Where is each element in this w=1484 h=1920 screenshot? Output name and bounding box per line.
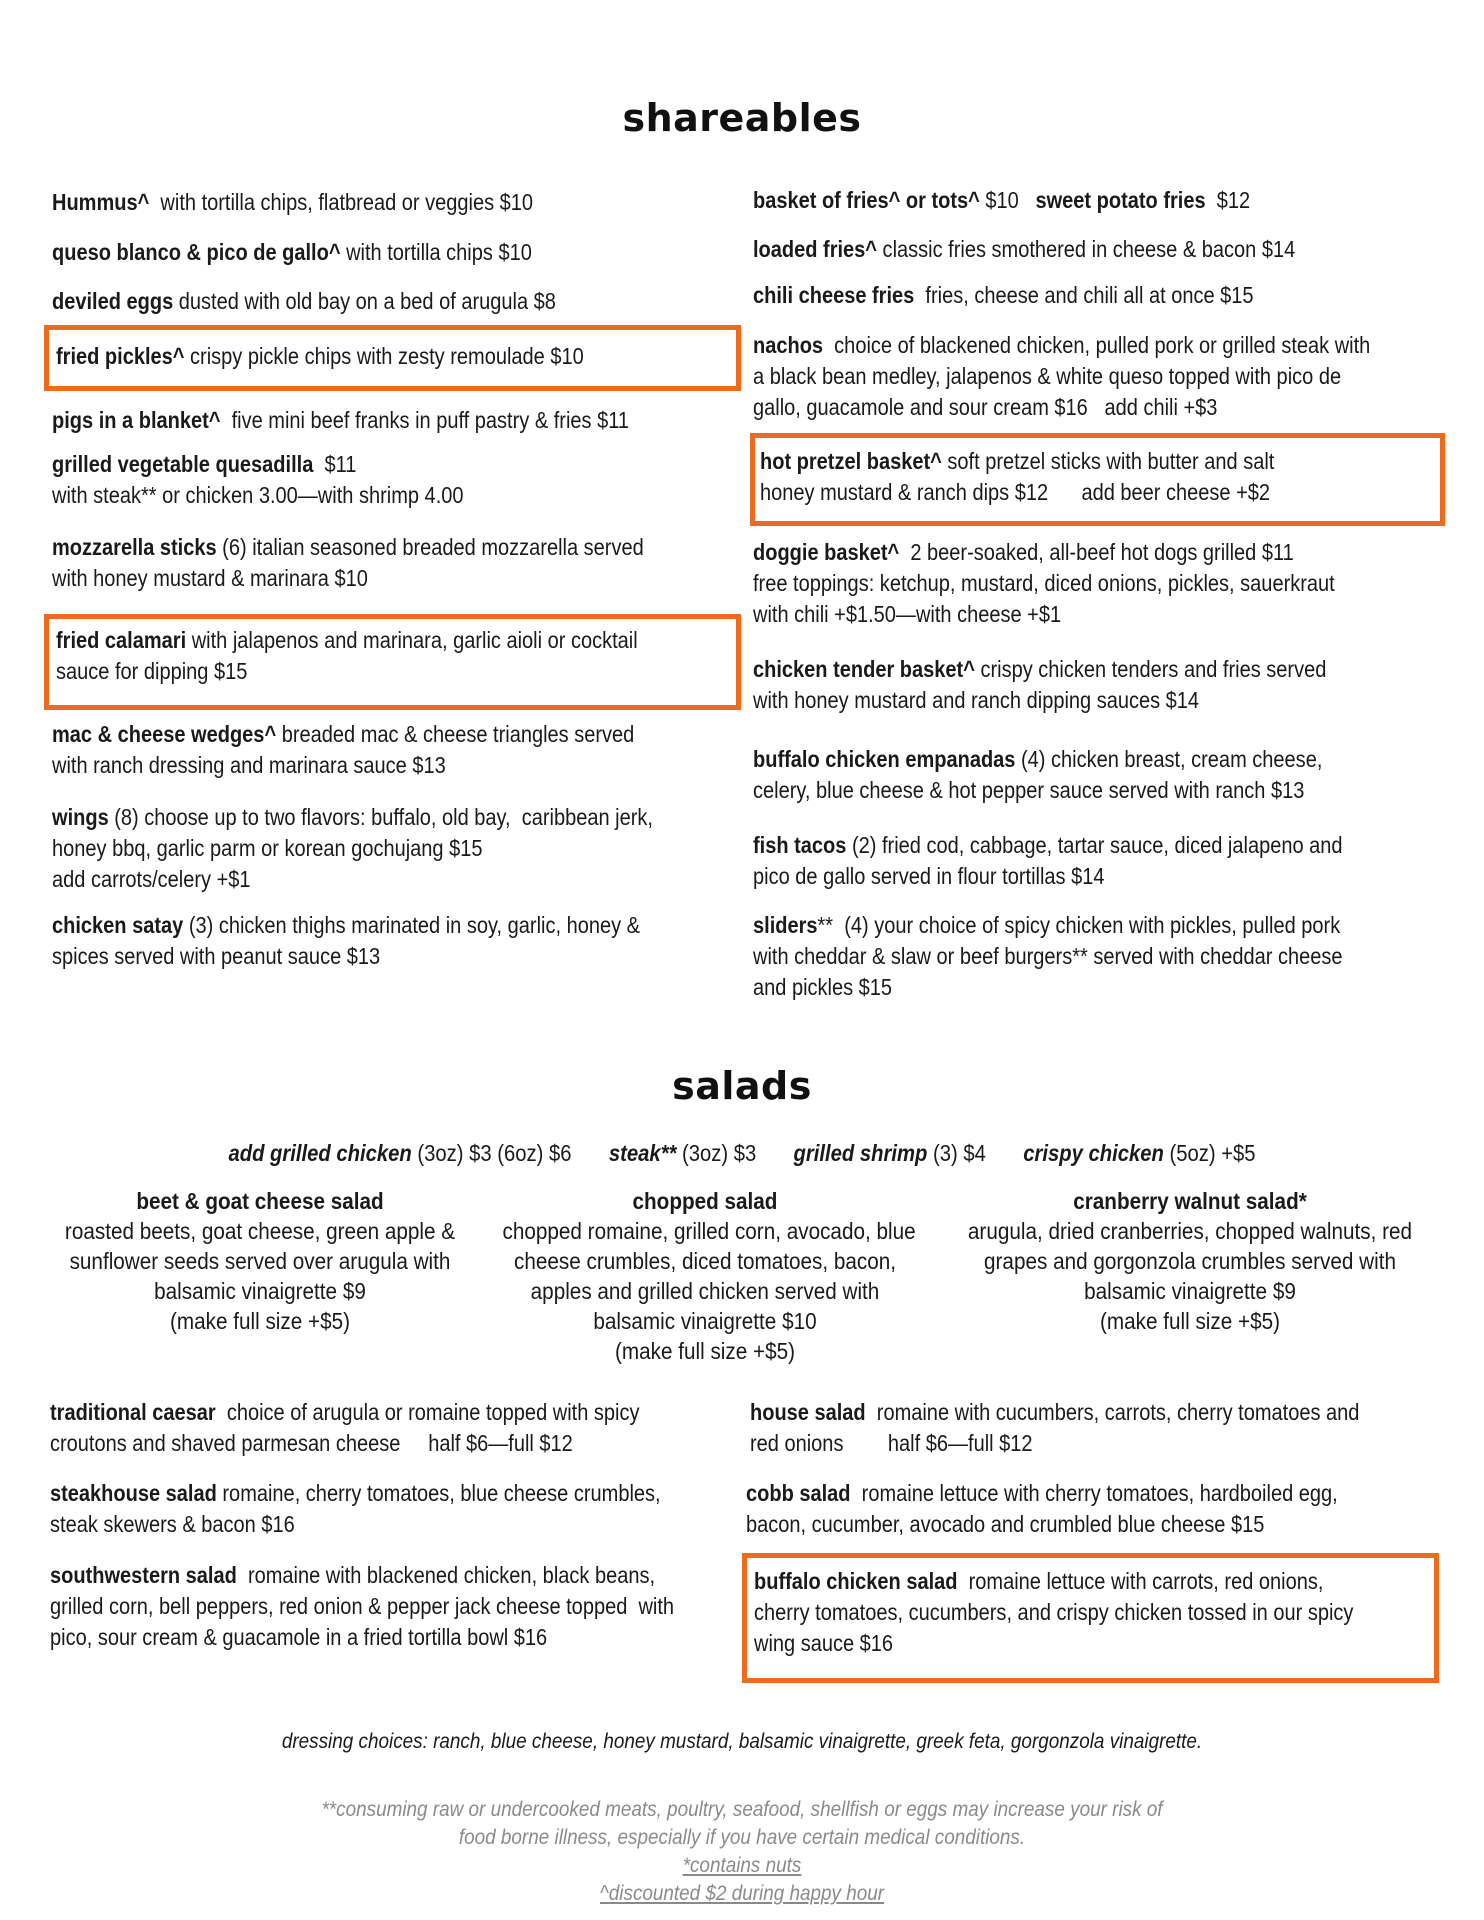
addon-desc: (3oz) $3 — [676, 1140, 757, 1166]
addon-steak — [609, 1140, 756, 1166]
item-name: deviled eggs — [52, 288, 174, 314]
item-desc-line2: grilled corn, bell peppers, red onion & pepper jack cheese topped with — [50, 1593, 675, 1619]
menu-item-traditional-caesar — [50, 1397, 639, 1459]
item-name: chili cheese fries — [753, 282, 915, 308]
menu-item-doggie-basket — [753, 537, 1335, 630]
addon-grilled-chicken — [228, 1140, 571, 1166]
item-name: chicken satay — [52, 912, 184, 938]
item-desc-line2: celery, blue cheese & hot pepper sauce served with ranch $13 — [753, 777, 1305, 803]
item-name: pigs in a blanket^ — [52, 407, 221, 433]
item-desc-line2: with honey mustard & marinara $10 — [52, 565, 368, 591]
menu-item-house-salad — [750, 1397, 1359, 1459]
menu-item-fish-tacos — [753, 830, 1343, 892]
item-name: steakhouse salad — [50, 1480, 217, 1506]
item-desc-line2: with ranch dressing and marinara sauce $13 — [52, 752, 446, 778]
item-desc: $10 — [979, 187, 1036, 213]
item-desc: soft pretzel sticks with butter and salt — [941, 448, 1275, 474]
item-desc: breaded mac & cheese triangles served — [276, 721, 635, 747]
item-desc: with tortilla chips, flatbread or veggies $10 — [149, 189, 534, 215]
addon-name: grilled shrimp — [793, 1140, 928, 1166]
item-desc-line2: with honey mustard and ranch dipping sauces $14 — [753, 687, 1200, 713]
item-desc-line2: honey bbq, garlic parm or korean gochujang $15 — [52, 835, 483, 861]
item-desc: dusted with old bay on a bed of arugula $8 — [173, 288, 556, 314]
item-name-2: sweet potato fries — [1035, 187, 1206, 213]
item-desc: crispy pickle chips with zesty remoulade $10 — [184, 343, 584, 369]
item-desc: romaine lettuce with cherry tomatoes, hardboiled egg, — [850, 1480, 1338, 1506]
footer-notes — [74, 1796, 1410, 1908]
item-desc-line2: steak skewers & bacon $16 — [50, 1511, 295, 1537]
item-desc: with tortilla chips $10 — [340, 239, 532, 265]
item-desc: (8) choose up to two flavors: buffalo, old bay, caribbean jerk, — [108, 804, 653, 830]
item-desc: $11 — [313, 451, 357, 477]
item-desc-line2: with steak** or chicken 3.00—with shrimp 4.00 — [52, 482, 464, 508]
menu-item-mozzarella-sticks — [52, 532, 644, 594]
item-name: mac & cheese wedges^ — [52, 721, 277, 747]
item-desc: (6) italian seasoned breaded mozzarella served — [216, 534, 644, 560]
item-desc: (3) chicken thighs marinated in soy, garlic, honey & — [183, 912, 641, 938]
item-desc: crispy chicken tenders and fries served — [974, 656, 1327, 682]
item-desc-line3: pico, sour cream & guacamole in a fried tortilla bowl $16 — [50, 1624, 548, 1650]
item-name: southwestern salad — [50, 1562, 237, 1588]
item-desc-line3: and pickles $15 — [753, 974, 893, 1000]
item-name: fish tacos — [753, 832, 847, 858]
salad-line: roasted beets, goat cheese, green apple & — [64, 1218, 456, 1244]
salad-line: apples and grilled chicken served with — [530, 1278, 880, 1304]
item-desc: fries, cheese and chili all at once $15 — [914, 282, 1254, 308]
salad-name: beet & goat cheese salad — [136, 1188, 384, 1214]
menu-item-pigs-in-blanket — [52, 405, 629, 436]
menu-item-loaded-fries — [753, 234, 1295, 265]
item-desc-line3: gallo, guacamole and sour cream $16 add chili +$3 — [753, 394, 1218, 420]
item-desc-line2: red onions half $6—full $12 — [750, 1430, 1033, 1456]
item-desc-line2: honey mustard & ranch dips $12 add beer cheese +$2 — [760, 479, 1271, 505]
menu-item-chicken-tender — [753, 654, 1326, 716]
menu-item-steakhouse-salad — [50, 1478, 661, 1540]
menu-item-hummus — [52, 187, 533, 218]
menu-item-mac-cheese-wedges — [52, 719, 634, 781]
item-desc: with jalapenos and marinara, garlic aioli or cocktail — [186, 627, 638, 653]
item-name: queso blanco & pico de gallo^ — [52, 239, 341, 265]
salad-line: (make full size +$5) — [614, 1338, 796, 1364]
salad-line: cheese crumbles, diced tomatoes, bacon, — [513, 1248, 897, 1274]
item-desc: choice of blackened chicken, pulled pork or grilled steak with — [823, 332, 1371, 358]
item-name: basket of fries^ or tots^ — [753, 187, 980, 213]
item-name: traditional caesar — [50, 1399, 216, 1425]
item-name: buffalo chicken empanadas — [753, 746, 1016, 772]
item-desc: ** (4) your choice of spicy chicken with pickles, pulled pork — [817, 912, 1341, 938]
menu-item-cobb-salad — [746, 1478, 1338, 1540]
menu-item-deviled-eggs — [52, 286, 556, 317]
featured-salad-chopped — [502, 1186, 916, 1366]
menu-item-fried-pickles — [56, 341, 584, 372]
item-name: house salad — [750, 1399, 866, 1425]
item-desc: five mini beef franks in puff pastry & fries $11 — [220, 407, 630, 433]
item-name: nachos — [753, 332, 824, 358]
item-desc-line2: with cheddar & slaw or beef burgers** served with cheddar cheese — [753, 943, 1343, 969]
salad-line: chopped romaine, grilled corn, avocado, blue — [502, 1218, 916, 1244]
item-name: Hummus^ — [52, 189, 150, 215]
item-name: fried calamari — [56, 627, 187, 653]
item-desc: (4) chicken breast, cream cheese, — [1015, 746, 1323, 772]
salad-line: (make full size +$5) — [1099, 1308, 1281, 1334]
raw-food-warning-line1: **consuming raw or undercooked meats, poultry, seafood, shellfish or eggs may increase your risk of — [321, 1798, 1163, 1821]
menu-item-sliders — [753, 910, 1343, 1003]
menu-item-southwestern-salad — [50, 1560, 674, 1653]
item-name: wings — [52, 804, 109, 830]
salad-line: (make full size +$5) — [169, 1308, 351, 1334]
item-name: loaded fries^ — [753, 236, 878, 262]
addon-desc: (5oz) +$5 — [1163, 1140, 1256, 1166]
item-desc: classic fries smothered in cheese & bacon $14 — [877, 236, 1296, 262]
addon-grilled-shrimp — [794, 1140, 986, 1166]
dressing-choices: dressing choices: ranch, blue cheese, honey mustard, balsamic vinaigrette, greek feta, gorgonzola vinaigrette. — [281, 1730, 1203, 1753]
menu-item-hot-pretzel — [760, 446, 1274, 508]
item-desc: romaine with cucumbers, carrots, cherry tomatoes and — [865, 1399, 1360, 1425]
featured-salad-cranberry-walnut — [965, 1186, 1415, 1336]
addon-desc: (3) $4 — [927, 1140, 986, 1166]
menu-item-wings — [52, 802, 653, 895]
addon-name: steak** — [608, 1140, 677, 1166]
addon-name: add grilled chicken — [228, 1140, 412, 1166]
salad-line: grapes and gorgonzola crumbles served with — [984, 1248, 1396, 1274]
item-name: cobb salad — [746, 1480, 851, 1506]
happy-hour-note: ^discounted $2 during happy hour — [599, 1882, 885, 1905]
menu-item-buffalo-chicken-salad — [754, 1566, 1353, 1659]
item-desc-line3: wing sauce $16 — [754, 1630, 894, 1656]
item-desc-line2: bacon, cucumber, avocado and crumbled blue cheese $15 — [746, 1511, 1265, 1537]
menu-item-chili-cheese-fries — [753, 280, 1254, 311]
item-desc-line2: croutons and shaved parmesan cheese half $6—full $12 — [50, 1430, 573, 1456]
salad-line: balsamic vinaigrette $9 — [154, 1278, 366, 1304]
item-name: sliders — [753, 912, 818, 938]
menu-item-chicken-satay — [52, 910, 640, 972]
item-desc-line2: a black bean medley, jalapenos & white queso topped with pico de — [753, 363, 1342, 389]
item-desc: romaine lettuce with carrots, red onions, — [957, 1568, 1324, 1594]
addon-desc: (3oz) $3 (6oz) $6 — [411, 1140, 572, 1166]
item-name: grilled vegetable quesadilla — [52, 451, 314, 477]
addon-name: crispy chicken — [1023, 1140, 1164, 1166]
salad-name: chopped salad — [632, 1188, 778, 1214]
menu-item-queso — [52, 237, 532, 268]
item-name: buffalo chicken salad — [754, 1568, 958, 1594]
contains-nuts-note: *contains nuts — [682, 1854, 802, 1877]
item-desc-2: $12 — [1205, 187, 1251, 213]
shareables-heading: shareables — [622, 96, 862, 140]
item-desc: romaine with blackened chicken, black beans, — [236, 1562, 656, 1588]
item-name: fried pickles^ — [56, 343, 185, 369]
item-name: mozzarella sticks — [52, 534, 217, 560]
salad-addons — [89, 1138, 1395, 1168]
menu-item-fries-tots — [753, 185, 1250, 216]
menu-item-veg-quesadilla — [52, 449, 464, 511]
menu-item-nachos — [753, 330, 1370, 423]
item-desc: 2 beer-soaked, all-beef hot dogs grilled $11 — [899, 539, 1294, 565]
salad-line: arugula, dried cranberries, chopped walnuts, red — [967, 1218, 1413, 1244]
item-desc-line3: add carrots/celery +$1 — [52, 866, 251, 892]
menu-item-buffalo-empanadas — [753, 744, 1322, 806]
item-desc-line2: spices served with peanut sauce $13 — [52, 943, 381, 969]
item-name: doggie basket^ — [753, 539, 900, 565]
item-name: hot pretzel basket^ — [760, 448, 942, 474]
item-desc-line2: cherry tomatoes, cucumbers, and crispy chicken tossed in our spicy — [754, 1599, 1354, 1625]
salad-line: sunflower seeds served over arugula with — [69, 1248, 451, 1274]
salad-name: cranberry walnut salad* — [1073, 1188, 1307, 1214]
item-desc-line2: pico de gallo served in flour tortillas $14 — [753, 863, 1105, 889]
item-desc-line2: free toppings: ketchup, mustard, diced onions, pickles, sauerkraut — [753, 570, 1335, 596]
addon-crispy-chicken — [1023, 1140, 1255, 1166]
raw-food-warning-line2: food borne illness, especially if you have certain medical conditions. — [458, 1826, 1026, 1849]
item-desc: romaine, cherry tomatoes, blue cheese crumbles, — [216, 1480, 661, 1506]
menu-item-fried-calamari — [56, 625, 638, 687]
salad-line: balsamic vinaigrette $10 — [593, 1308, 817, 1334]
item-desc-line3: with chili +$1.50—with cheese +$1 — [753, 601, 1062, 627]
item-desc: choice of arugula or romaine topped with spicy — [215, 1399, 640, 1425]
item-desc-line2: sauce for dipping $15 — [56, 658, 248, 684]
item-name: chicken tender basket^ — [753, 656, 975, 682]
salad-line: balsamic vinaigrette $9 — [1084, 1278, 1296, 1304]
item-desc: (2) fried cod, cabbage, tartar sauce, diced jalapeno and — [846, 832, 1343, 858]
salads-heading: salads — [672, 1064, 812, 1108]
featured-salad-beet-goat — [62, 1186, 458, 1336]
